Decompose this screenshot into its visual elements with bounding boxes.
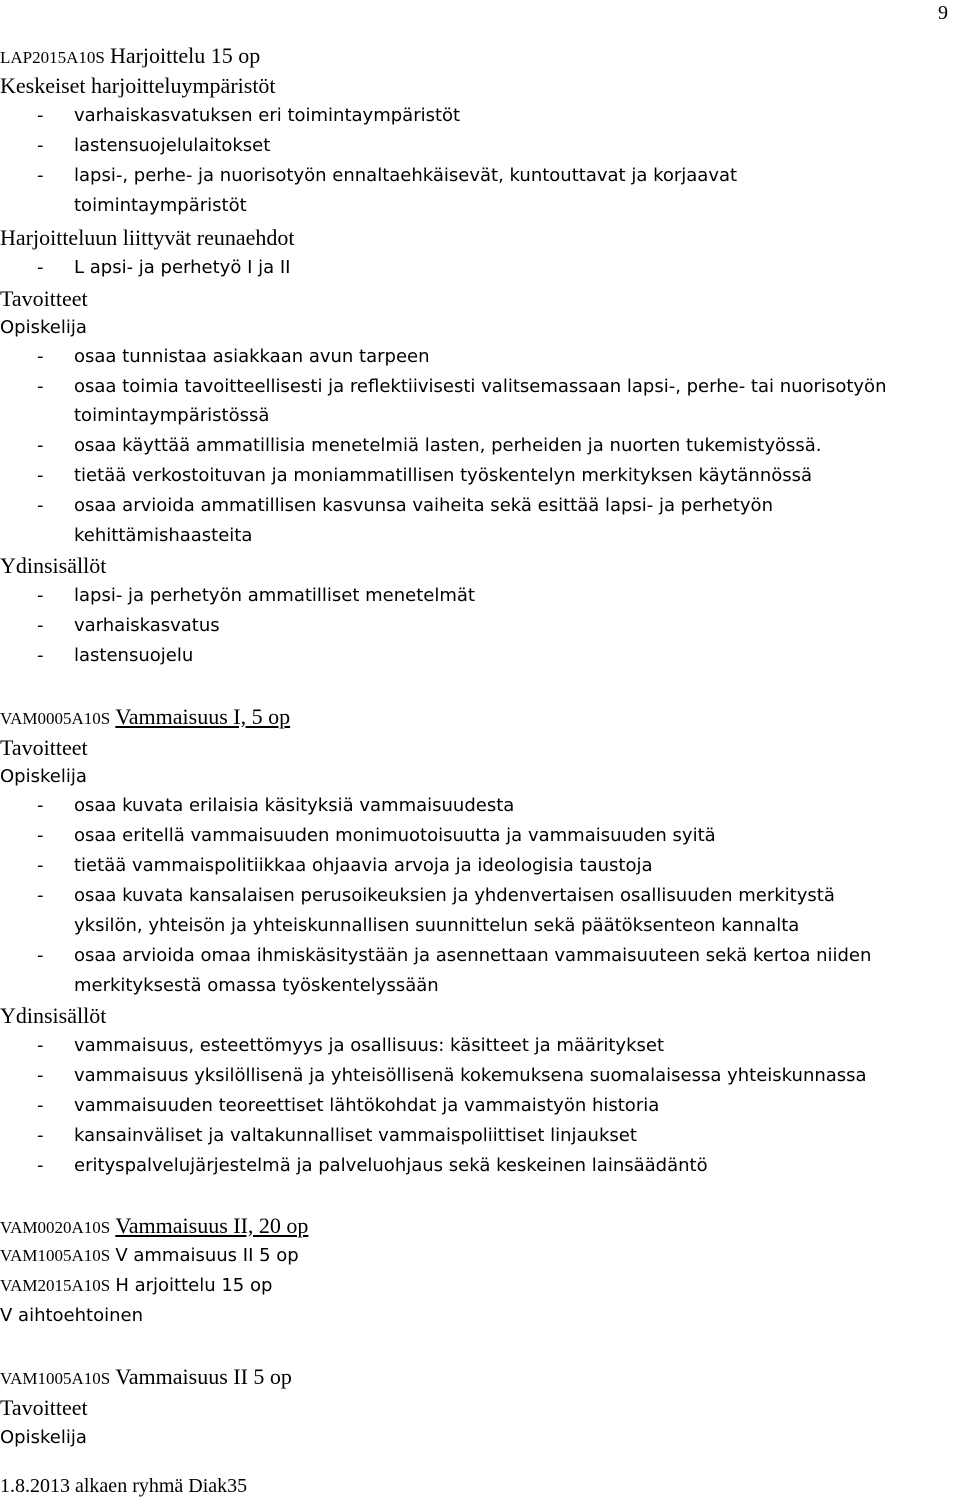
section-heading-prerequisites: Harjoitteluun liittyvät reunaehdot [0,225,295,250]
course-code: VAM1005A10S [0,1369,111,1388]
elective-note: V aihtoehtoinen [0,1305,143,1326]
course-heading-vammaisuus-1 [0,702,290,732]
list-item-continuation: toimintaympäristössä [74,405,270,426]
sub-course [0,1271,272,1301]
sub-course [0,1241,299,1271]
section-heading-environments: Keskeiset harjoitteluympäristöt [0,73,276,98]
list-item: - vammaisuus yksilöllisenä ja yhteisöllisenä kokemuksena suomalaisessa yhteiskunnassa [37,1065,867,1086]
list-item: - osaa eritellä vammaisuuden monimuotoisuutta ja vammaisuuden syitä [37,825,716,846]
list-item: - kansainväliset ja valtakunnalliset vammaispoliittiset linjaukset [37,1125,637,1146]
list-item: - osaa toimia tavoitteellisesti ja reflektiivisesti valitsemassaan lapsi-, perhe- tai nuorisotyön [37,376,887,397]
section-heading-goals: Tavoitteet [0,286,88,311]
section-heading-goals: Tavoitteet [0,1395,88,1420]
list-item: - osaa tunnistaa asiakkaan avun tarpeen [37,346,430,367]
list-item: - lastensuojelu [37,645,194,666]
list-item: - osaa arvioida ammatillisen kasvunsa vaiheita sekä esittää lapsi- ja perhetyön [37,495,773,516]
list-item: - osaa kuvata kansalaisen perusoikeuksien ja yhdenvertaisen osallisuuden merkitystä [37,885,835,906]
list-item: - tietää verkostoituvan ja moniammatillisen työskentelyn merkityksen käytännössä [37,465,813,486]
page-number: 9 [938,2,948,24]
course-code: VAM1005A10S [0,1246,111,1265]
list-item: - lapsi- ja perhetyön ammatilliset menetelmät [37,585,475,606]
list-item: - vammaisuuden teoreettiset lähtökohdat ja vammaistyön historia [37,1095,660,1116]
list-item-continuation: yksilön, yhteisön ja yhteiskunnallisen suunnittelun sekä päätöksenteon kannalta [74,915,800,936]
course-title: Vammaisuus II 5 op [115,1364,292,1389]
list-item: - lapsi-, perhe- ja nuorisotyön ennaltaehkäisevät, kuntouttavat ja korjaavat [37,165,738,186]
course-title: Vammaisuus II, 20 op [115,1213,309,1238]
page-footer: 1.8.2013 alkaen ryhmä Diak35 [0,1475,248,1497]
list-item-continuation: kehittämishaasteita [74,525,253,546]
list-item: - varhaiskasvatus [37,615,220,636]
course-code: LAP2015A10S [0,48,105,67]
list-item: - osaa arvioida omaa ihmiskäsitystään ja asennettaan vammaisuuteen sekä kertoa niiden [37,945,872,966]
student-label: Opiskelija [0,317,87,338]
list-item-continuation: toimintaympäristöt [74,195,247,216]
course-title: Vammaisuus I, 5 op [115,704,291,729]
list-item: - tietää vammaispolitiikkaa ohjaavia arvoja ja ideologisia taustoja [37,855,653,876]
course-heading-vammaisuus-2-group [0,1211,308,1241]
list-item: - L apsi- ja perhetyö I ja II [37,257,291,278]
list-item: - osaa kuvata erilaisia käsityksiä vammaisuudesta [37,795,515,816]
course-title: Harjoittelu 15 op [109,43,261,68]
student-label: Opiskelija [0,766,87,787]
student-label: Opiskelija [0,1427,87,1448]
list-item: - lastensuojelulaitokset [37,135,271,156]
list-item-continuation: merkityksestä omassa työskentelyssään [74,975,439,996]
course-code: VAM0005A10S [0,709,111,728]
section-heading-contents: Ydinsisällöt [0,1003,107,1028]
course-title: H arjoittelu 15 op [115,1275,273,1296]
list-item: - erityspalvelujärjestelmä ja palveluohjaus sekä keskeinen lainsäädäntö [37,1155,708,1176]
course-code: VAM0020A10S [0,1218,111,1237]
course-heading-harjoittelu [0,41,260,71]
course-heading-vammaisuus-2 [0,1362,292,1392]
list-item: - osaa käyttää ammatillisia menetelmiä lasten, perheiden ja nuorten tukemistyössä. [37,435,822,456]
section-heading-contents: Ydinsisällöt [0,553,107,578]
course-code: VAM2015A10S [0,1276,111,1295]
list-item: - varhaiskasvatuksen eri toimintaympäristöt [37,105,461,126]
course-title: V ammaisuus II 5 op [115,1245,299,1266]
list-item: - vammaisuus, esteettömyys ja osallisuus: käsitteet ja määritykset [37,1035,665,1056]
section-heading-goals: Tavoitteet [0,735,88,760]
